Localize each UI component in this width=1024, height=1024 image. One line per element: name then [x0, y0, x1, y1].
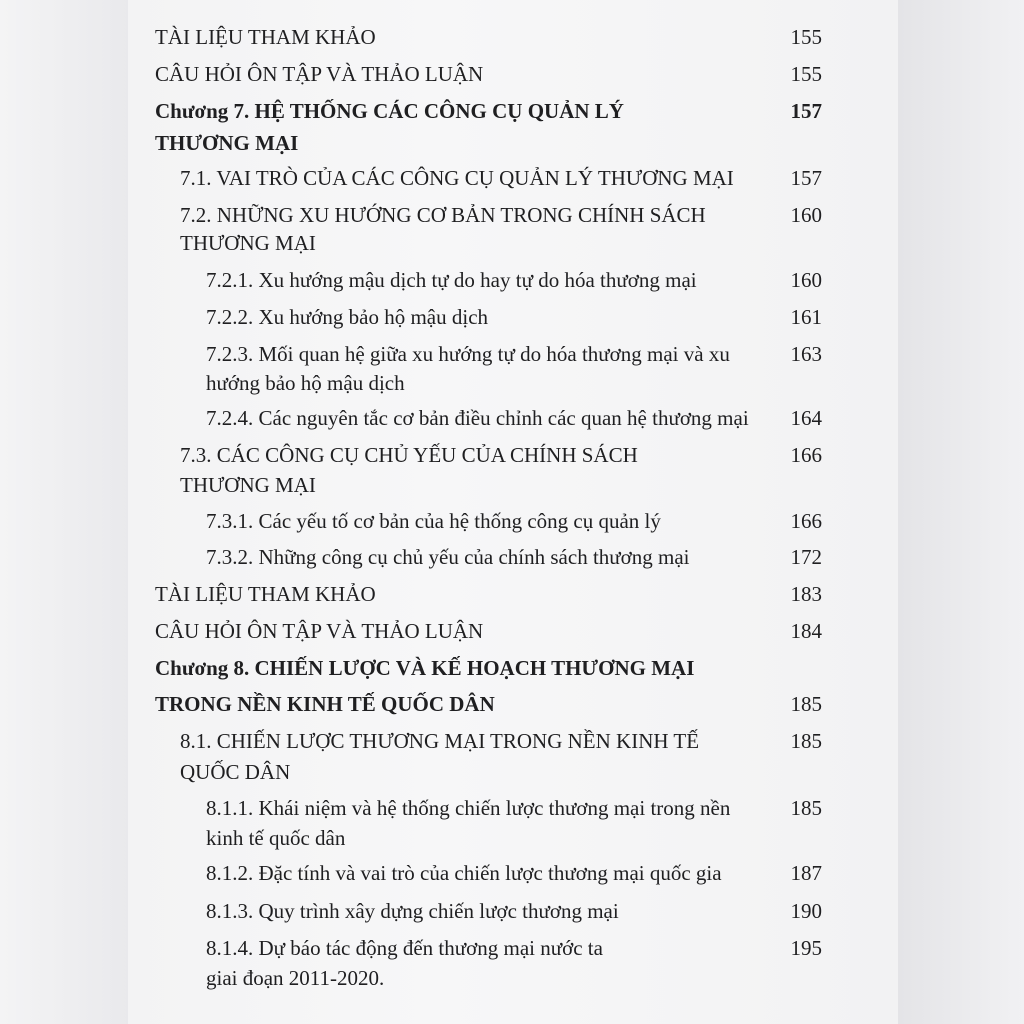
toc-entry-page: 166: [790, 509, 822, 533]
toc-entry-page: 185: [790, 692, 822, 716]
toc-entry-text: 8.1.1. Khái niệm và hệ thống chiến lược thương mại trong nền: [206, 796, 731, 820]
toc-entry-text: 7.2.4. Các nguyên tắc cơ bản điều chỉnh các quan hệ thương mại: [206, 406, 749, 430]
chapter-heading-cont: THƯƠNG MẠI: [155, 131, 299, 155]
adjacent-page-left: [0, 0, 130, 1024]
toc-entry-page: 166: [790, 443, 822, 467]
toc-entry-text: 7.2.1. Xu hướng mậu dịch tự do hay tự do hóa thương mại: [206, 268, 697, 292]
toc-entry-text: TÀI LIỆU THAM KHẢO: [155, 25, 376, 49]
toc-entry-page: 155: [790, 62, 822, 86]
toc-entry-page: 185: [790, 796, 822, 820]
toc-entry-page: 161: [790, 305, 822, 329]
toc-entry-page: 160: [790, 268, 822, 292]
toc-entry-page: 187: [790, 861, 822, 885]
toc-entry-text: 7.1. VAI TRÒ CỦA CÁC CÔNG CỤ QUẢN LÝ THƯƠNG MẠI: [180, 166, 734, 190]
chapter-heading: Chương 7. HỆ THỐNG CÁC CÔNG CỤ QUẢN LÝ: [155, 99, 624, 123]
toc-entry-text: CÂU HỎI ÔN TẬP VÀ THẢO LUẬN: [155, 62, 484, 86]
toc-entry-page: 157: [790, 99, 822, 123]
chapter-heading: Chương 8. CHIẾN LƯỢC VÀ KẾ HOẠCH THƯƠNG MẠI: [155, 656, 695, 680]
toc-entry-page: 157: [790, 166, 822, 190]
toc-entry-page: 163: [790, 342, 822, 366]
toc-entry-text: 8.1.2. Đặc tính và vai trò của chiến lược thương mại quốc gia: [206, 861, 722, 885]
toc-entry-text-cont: hướng bảo hộ mậu dịch: [206, 371, 405, 395]
toc-entry-text: TÀI LIỆU THAM KHẢO: [155, 582, 376, 606]
toc-entry-page: 185: [790, 729, 822, 753]
toc-entry-page: 195: [790, 936, 822, 960]
toc-entry-page: 160: [790, 203, 822, 227]
toc-entry-text: 7.3.1. Các yếu tố cơ bản của hệ thống công cụ quản lý: [206, 509, 661, 533]
toc-entry-text: 7.2.2. Xu hướng bảo hộ mậu dịch: [206, 305, 489, 329]
toc-entry-text-cont: THƯƠNG MẠI: [180, 231, 316, 255]
toc-entry-page: 190: [790, 899, 822, 923]
toc-entry-text-cont: THƯƠNG MẠI: [180, 473, 316, 497]
chapter-heading-cont: TRONG NỀN KINH TẾ QUỐC DÂN: [155, 692, 495, 716]
toc-entry-text-cont: QUỐC DÂN: [180, 760, 291, 784]
toc-entry-page: 172: [790, 545, 822, 569]
toc-entry-text: 7.3.2. Những công cụ chủ yếu của chính sách thương mại: [206, 545, 690, 569]
toc-entry-text-cont: giai đoạn 2011-2020.: [206, 966, 385, 990]
toc-entry-page: 184: [790, 619, 822, 643]
toc-entry-text: 8.1.3. Quy trình xây dựng chiến lược thương mại: [206, 899, 619, 923]
adjacent-page-right: [898, 0, 1024, 1024]
toc-entry-text: 7.3. CÁC CÔNG CỤ CHỦ YẾU CỦA CHÍNH SÁCH: [180, 443, 638, 467]
toc-entry-page: 155: [790, 25, 822, 49]
toc-entry-text: 8.1.4. Dự báo tác động đến thương mại nước ta: [206, 936, 603, 960]
toc-entry-text: 7.2. NHỮNG XU HƯỚNG CƠ BẢN TRONG CHÍNH SÁCH: [180, 203, 706, 227]
toc-entry-page: 183: [790, 582, 822, 606]
toc-entry-text: 8.1. CHIẾN LƯỢC THƯƠNG MẠI TRONG NỀN KINH TẾ: [180, 729, 700, 753]
toc-entry-text-cont: kinh tế quốc dân: [206, 826, 346, 850]
toc-entry-text: 7.2.3. Mối quan hệ giữa xu hướng tự do hóa thương mại và xu: [206, 342, 730, 366]
toc-entry-text: CÂU HỎI ÔN TẬP VÀ THẢO LUẬN: [155, 619, 484, 643]
toc-entry-page: 164: [790, 406, 822, 430]
